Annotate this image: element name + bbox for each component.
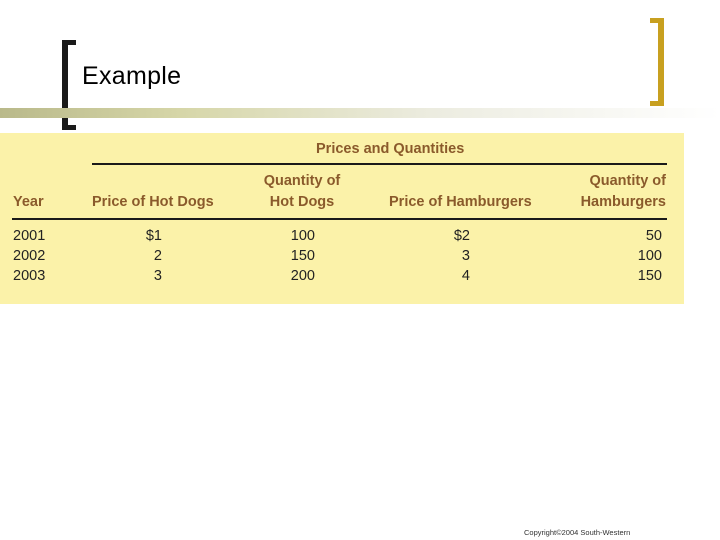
table-caption: Prices and Quantities [316,141,465,157]
table-cell-quantity-hot-dogs: 100 [290,228,315,244]
table-cell-price-hot-dogs: 3 [153,268,162,284]
header-price-hot-dogs: Price of Hot Dogs [92,194,214,210]
header-quantity-hamburgers-line2: Hamburgers [580,194,666,210]
table-cell-price-hamburgers: 4 [461,268,470,284]
table-cell-year: 2001 [13,228,46,244]
table-cell-price-hamburgers: $2 [453,228,470,244]
table-cell-year: 2003 [13,268,46,284]
table-cell-quantity-hamburgers: 150 [637,268,662,284]
table-cell-quantity-hamburgers: 100 [637,248,662,264]
table-cell-price-hamburgers: 3 [461,248,470,264]
right-bracket-top [650,18,664,23]
page-title: Example [82,62,182,90]
title-underline [0,108,720,118]
header-quantity-hot-dogs-line1: Quantity of [263,173,341,189]
left-bracket-top [62,40,76,45]
prices-quantities-table [0,133,684,304]
header-quantity-hot-dogs-line2: Hot Dogs [269,194,335,210]
header-quantity-hamburgers-line1: Quantity of [589,173,666,189]
right-bracket-bottom [650,101,664,106]
header-price-hamburgers: Price of Hamburgers [389,194,532,210]
header-quantity-hot-dogs [252,171,352,213]
table-top-rule [92,163,667,165]
table-cell-price-hot-dogs: 2 [153,248,162,264]
table-cell-price-hot-dogs: $1 [145,228,162,244]
copyright-notice: Copyright©2004 South-Western [524,528,631,537]
header-quantity-hamburgers [560,171,666,213]
table-cell-quantity-hamburgers: 50 [645,228,662,244]
right-bracket-bar [658,18,664,106]
table-cell-quantity-hot-dogs: 150 [290,248,315,264]
left-bracket-bottom [62,125,76,130]
table-cell-year: 2002 [13,248,46,264]
header-year: Year [13,194,44,210]
table-header-rule [12,218,667,220]
table-cell-quantity-hot-dogs: 200 [290,268,315,284]
